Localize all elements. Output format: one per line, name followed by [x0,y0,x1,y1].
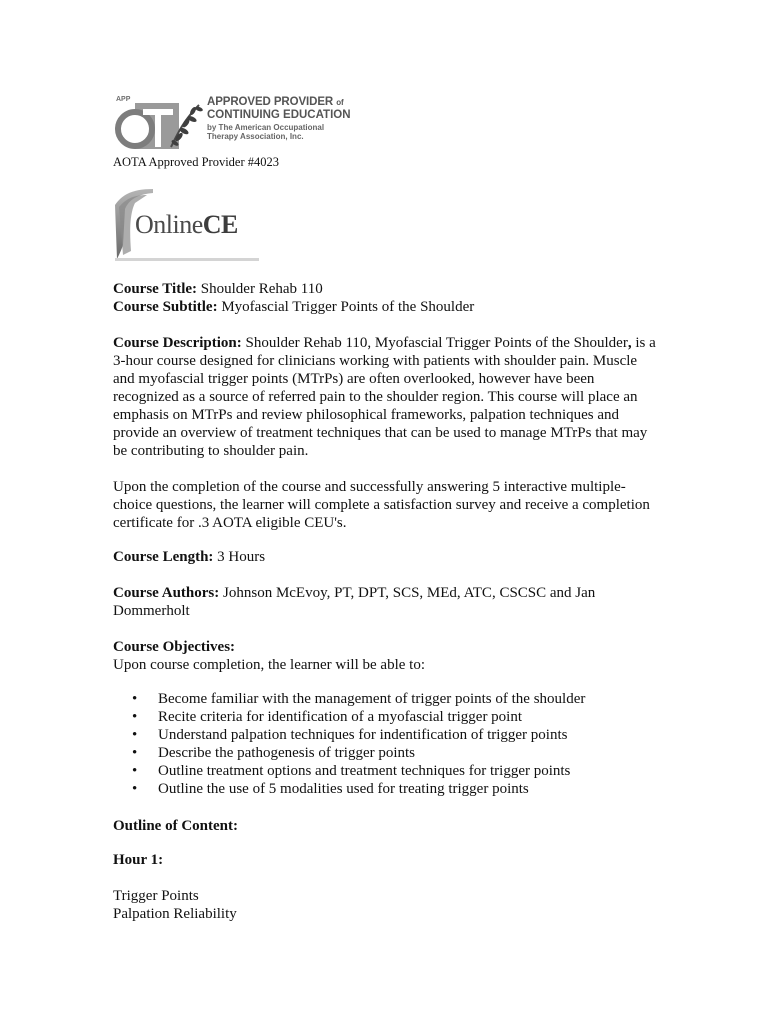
objective-item: • Understand palpation techniques for indentification of trigger points [132,727,568,743]
course-subtitle: Course Subtitle: Myofascial Trigger Points of the Shoulder [113,299,475,315]
onlinece-wordmark: OnlineCE [135,210,238,239]
hour-1-topic: Trigger Points [113,888,199,904]
onlinece-logo [113,185,261,263]
course-completion-text: Upon the completion of the course and successfully answering 5 interactive multiple-choice questions, the learner will complete a satisfaction survey and receive a completion certificate for .3 AOTA eligible CEU's. [113,479,650,531]
objective-item: • Become familiar with the management of trigger points of the shoulder [132,691,586,707]
aota-logo-line1: APPROVED PROVIDER of [207,96,344,108]
course-title: Course Title: Shoulder Rehab 110 [113,281,323,297]
aota-ot-emblem-icon [113,101,205,151]
aota-approved-provider-logo [113,95,363,153]
course-title-block [113,280,661,316]
aota-logo-text [207,97,351,141]
aota-app-badge: APP [116,96,131,103]
objective-item: • Outline treatment options and treatment techniques for trigger points [132,763,571,779]
aota-logo-line4: Therapy Association, Inc. [207,132,304,141]
bullet-icon: • [132,745,138,761]
bullet-icon: • [132,763,138,779]
course-description: Course Description: Shoulder Rehab 110, Myofascial Trigger Points of the Shoulder, is a 3-hour course designed for clinicians working with patients with shoulder pain. Muscle and myofascial trigger points (MTrPs) are often overlooked, however have been recognized as a source of referred pain to the shoulder region. This course will place an emphasis on MTrPs and review philosophical frameworks, palpation techniques and provide an overview of treatment techniques that can be used to manage MTrPs that may be contributing to shoulder pain. [113,335,656,459]
outline-of-content-heading: Outline of Content: [113,818,238,834]
aota-logo-line3: by The American Occupational [207,123,325,132]
course-objectives-list [113,690,661,798]
bullet-icon: • [132,727,138,743]
aota-logo-line2: CONTINUING EDUCATION [207,108,351,121]
course-authors: Course Authors: Johnson McEvoy, PT, DPT, SCS, MEd, ATC, CSCSC and Jan Dommerholt [113,585,596,619]
bullet-icon: • [132,709,138,725]
hour-1-topic: Palpation Reliability [113,906,237,922]
course-length: Course Length: 3 Hours [113,549,266,565]
objective-item: • Recite criteria for identification of a myofascial trigger point [132,709,523,725]
objective-item: • Describe the pathogenesis of trigger points [132,745,416,761]
aota-provider-number: AOTA Approved Provider #4023 [113,155,279,169]
hour-1-topics [113,887,661,923]
objective-item: • Outline the use of 5 modalities used for treating trigger points [132,781,529,797]
hour-1-heading: Hour 1: [113,852,164,868]
course-objectives-heading: Course Objectives: Upon course completion, the learner will be able to: [113,639,425,673]
bullet-icon: • [132,781,138,797]
bullet-icon: • [132,691,138,707]
